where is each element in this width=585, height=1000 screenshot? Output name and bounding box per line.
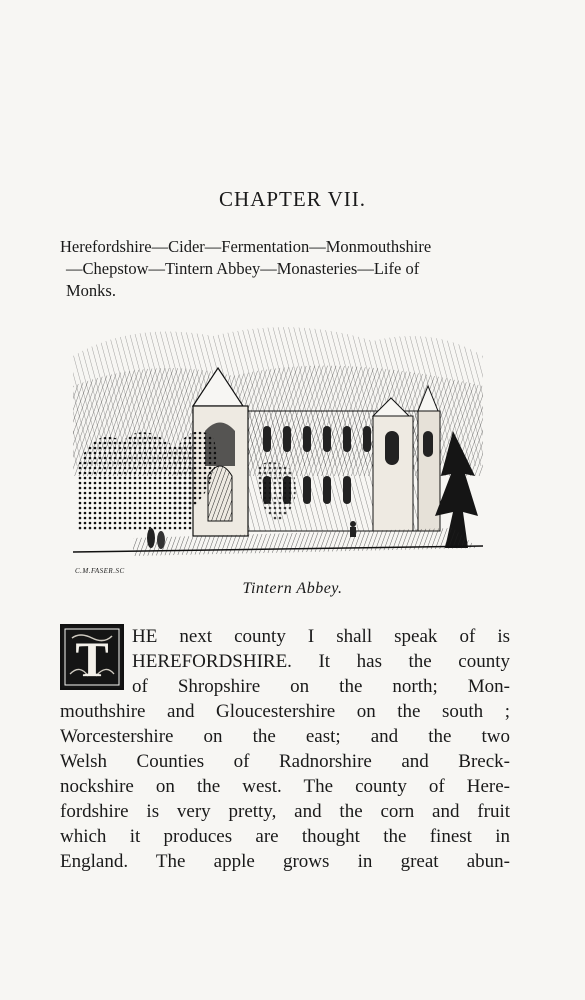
engraver-mark: C.M.FASER.SC bbox=[75, 567, 125, 575]
summary-line: Herefordshire—Cider—Fermentation—Monmouthshire bbox=[60, 237, 432, 256]
body-line: nockshire on the west. The county of Here- bbox=[60, 776, 510, 797]
body-line: HEREFORDSHIRE. It has the county bbox=[132, 651, 510, 672]
body-line: Welsh Counties of Radnorshire and Breck- bbox=[60, 751, 510, 772]
body-line: fordshire is very pretty, and the corn and fruit bbox=[60, 801, 510, 822]
summary-line: —Chepstow—Tintern Abbey—Monasteries—Life of bbox=[66, 259, 420, 278]
tintern-abbey-engraving bbox=[73, 316, 483, 578]
body-paragraph bbox=[60, 624, 510, 874]
body-line: of Shropshire on the north; Mon- bbox=[132, 676, 510, 697]
body-line: which it produces are thought the finest in bbox=[60, 826, 510, 847]
body-line: England. The apple grows in great abun- bbox=[60, 851, 510, 872]
illustration-caption: Tintern Abbey. bbox=[242, 580, 343, 597]
summary-line: Monks. bbox=[66, 281, 116, 300]
body-line: HE next county I shall speak of is bbox=[132, 626, 510, 647]
body-line: mouthshire and Gloucestershire on the south ; bbox=[60, 701, 510, 722]
chapter-title: CHAPTER VII. bbox=[219, 187, 366, 211]
dropcap-letter: T bbox=[75, 631, 109, 687]
chapter-summary bbox=[60, 236, 540, 302]
body-line: Worcestershire on the east; and the two bbox=[60, 726, 510, 747]
